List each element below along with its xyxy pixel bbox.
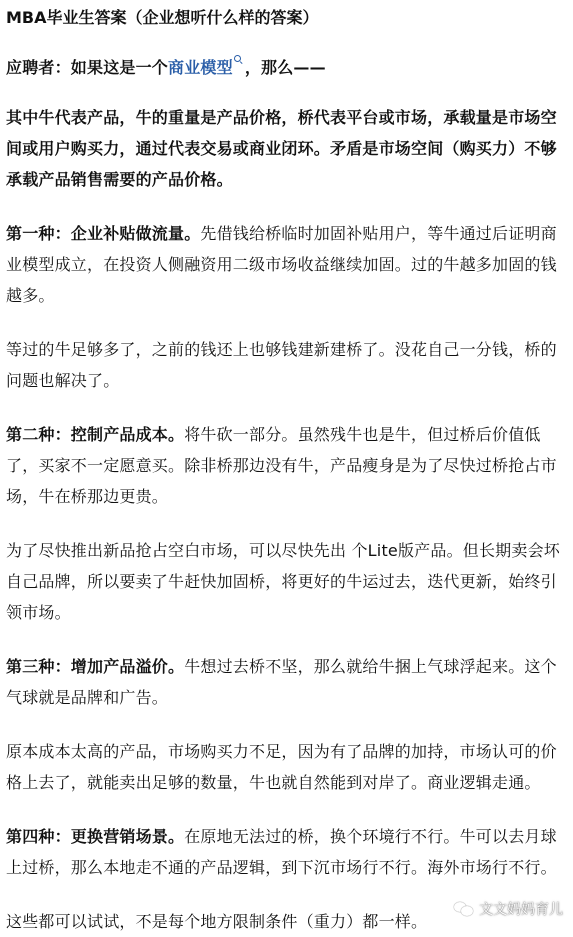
- paragraph-7: 原本成本太高的产品，市场购买力不足，因为有了品牌的加持，市场认可的价格上去了，就能卖出足够的数量，牛也就自然能到对岸了。商业逻辑走通。: [6, 742, 557, 792]
- watermark-text: 文文妈妈育儿: [479, 902, 563, 918]
- intro-paragraph: [6, 52, 563, 83]
- paragraph-4: [6, 419, 563, 512]
- method-4-text: 在原地无法过的桥，换个环境行不行。牛可以去月球上过桥，那么本地走不通的产品逻辑，到下沉市场行不行。海外市场行不行。: [6, 827, 557, 877]
- method-1-text: 先借钱给桥临时加固补贴用户，等牛通过后证明商业模型成立，在投资人侧融资用二级市场收益继续加固。过的牛越多加固的钱越多。: [6, 224, 557, 305]
- article-title: MBA毕业生答案（企业想听什么样的答案）: [6, 8, 319, 27]
- method-3-text: 牛想过去桥不坚，那么就给牛捆上气球浮起来。这个气球就是品牌和广告。: [6, 657, 557, 707]
- paragraph-3: 等过的牛足够多了，之前的钱还上也够钱建新建桥了。没花自己一分钱，桥的问题也解决了。: [6, 340, 557, 390]
- paragraph-5: 为了尽快推出新品抢占空白市场，可以尽快先出 个Lite版产品。但长期卖会坏自己品牌，所以要卖了牛赶快加固桥，将更好的牛运过去，迭代更新，始终引领市场。: [6, 541, 560, 622]
- method-2-text: 将牛砍一部分。虽然残牛也是牛，但过桥后价值低了，买家不一定愿意买。除非桥那边没有牛，产品瘦身是为了尽快过桥抢占市场，牛在桥那边更贵。: [6, 425, 557, 506]
- method-4-heading: 第四种：更换营销场景。: [6, 827, 185, 846]
- search-icon[interactable]: [234, 55, 243, 64]
- paragraph-1: [6, 102, 563, 195]
- method-2-heading: 第二种：控制产品成本。: [6, 425, 185, 444]
- paragraph-8: [6, 821, 563, 883]
- paragraph-2: [6, 218, 563, 311]
- paragraph-9: 这些都可以试试，不是每个地方限制条件（重力）都一样。: [6, 912, 428, 931]
- paragraph-1-text: 其中牛代表产品，牛的重量是产品价格，桥代表平台或市场，承载量是市场空间或用户购买力，通过代表交易或商业闭环。矛盾是市场空间（购买力）不够承载产品销售需要的产品价格。: [6, 108, 557, 189]
- method-1-heading: 第一种：企业补贴做流量。: [6, 224, 201, 243]
- method-3-heading: 第三种：增加产品溢价。: [6, 657, 185, 676]
- watermark: [454, 899, 563, 919]
- paragraph-6: [6, 651, 563, 713]
- intro-lead: 应聘者：如果这是一个: [6, 58, 169, 77]
- business-model-link[interactable]: 商业模型: [168, 58, 233, 77]
- wechat-icon: [454, 901, 474, 917]
- intro-tail: ，那么——: [244, 58, 326, 77]
